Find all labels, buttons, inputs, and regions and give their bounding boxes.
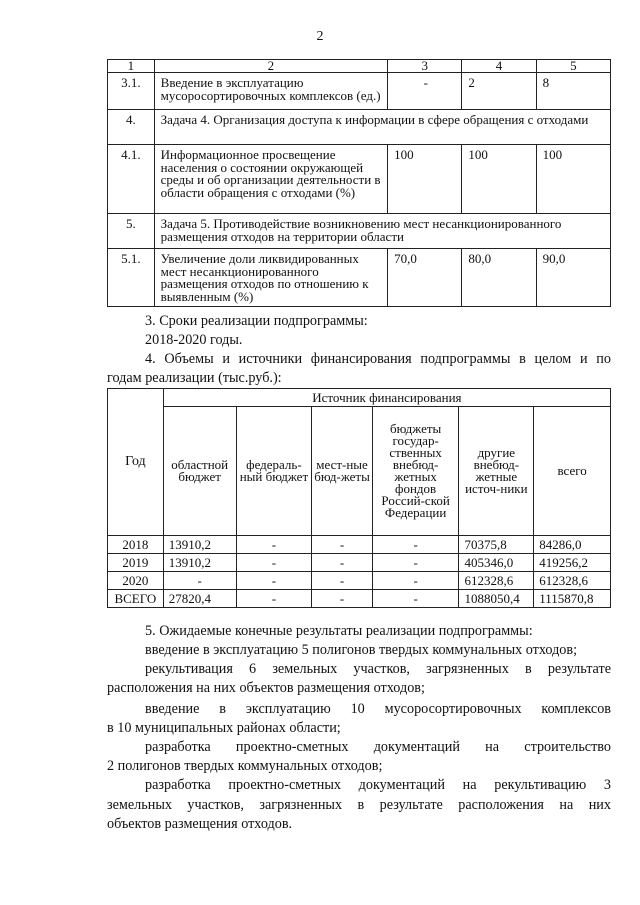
row-number: 4.1. <box>108 145 155 214</box>
row-text: Введение в эксплуатацию мусоросортировочных комплексов (ед.) <box>154 73 387 110</box>
funds-cell: - <box>372 590 459 608</box>
table-row <box>108 590 611 608</box>
row-number: 5.1. <box>108 249 155 307</box>
year-cell: 2019 <box>108 554 164 572</box>
table-subheader-row <box>108 407 611 536</box>
table-row <box>108 110 611 145</box>
table-row <box>108 214 611 249</box>
header-cell: 3 <box>388 60 462 73</box>
result-item-cont: объектов размещения отходов. <box>107 816 293 832</box>
value-cell: 80,0 <box>462 249 536 307</box>
federal-cell: - <box>236 554 312 572</box>
result-item-cont: 2 полигонов твердых коммунальных отходов; <box>107 758 383 774</box>
section-4-heading-cont: годам реализации (тыс.руб.): <box>107 370 282 386</box>
value-cell: 70,0 <box>388 249 462 307</box>
column-header: всего <box>534 407 611 536</box>
header-cell: 1 <box>108 60 155 73</box>
table-row <box>108 554 611 572</box>
regional-cell: - <box>163 572 236 590</box>
regional-cell: 27820,4 <box>163 590 236 608</box>
page-number: 2 <box>316 29 324 44</box>
value-cell: 100 <box>462 145 536 214</box>
column-header: мест-ные бюд-жеты <box>312 407 373 536</box>
other-cell: 1088050,4 <box>459 590 534 608</box>
header-cell: 2 <box>154 60 387 73</box>
table-row <box>108 572 611 590</box>
other-cell: 70375,8 <box>459 536 534 554</box>
value-cell: - <box>388 73 462 110</box>
federal-cell: - <box>236 572 312 590</box>
table-header-row <box>108 60 611 73</box>
header-cell: 5 <box>536 60 610 73</box>
result-item: введение в эксплуатацию 10 мусоросортировочных комплексов <box>145 701 611 717</box>
section-3-heading: 3. Сроки реализации подпрограммы: <box>145 313 368 329</box>
local-cell: - <box>312 536 373 554</box>
local-cell: - <box>312 590 373 608</box>
regional-cell: 13910,2 <box>163 554 236 572</box>
column-header: федераль-ный бюджет <box>236 407 312 536</box>
year-cell: 2020 <box>108 572 164 590</box>
section-4-heading: 4. Объемы и источники финансирования подпрограммы в целом и по <box>145 351 611 367</box>
total-cell: 84286,0 <box>534 536 611 554</box>
year-cell: ВСЕГО <box>108 590 164 608</box>
other-cell: 405346,0 <box>459 554 534 572</box>
column-header: областной бюджет <box>163 407 236 536</box>
funds-cell: - <box>372 572 459 590</box>
total-cell: 1115870,8 <box>534 590 611 608</box>
result-item: разработка проектно-сметных документаций на строительство <box>145 739 611 755</box>
local-cell: - <box>312 572 373 590</box>
financing-table <box>107 388 611 608</box>
table-row <box>108 536 611 554</box>
local-cell: - <box>312 554 373 572</box>
result-item-cont: земельных участков, загрязненных в результате расположения на них <box>107 797 611 813</box>
task-text: Задача 5. Противодействие возникновению мест несанкционированного размещения отходов на территории области <box>154 214 610 249</box>
result-item-cont: расположения на них объектов размещения отходов; <box>107 680 425 696</box>
column-header: другие внебюд-жетные источ-ники <box>459 407 534 536</box>
federal-cell: - <box>236 536 312 554</box>
value-cell: 8 <box>536 73 610 110</box>
federal-cell: - <box>236 590 312 608</box>
section-3-years: 2018-2020 годы. <box>145 332 243 348</box>
value-cell: 2 <box>462 73 536 110</box>
header-cell: 4 <box>462 60 536 73</box>
total-cell: 612328,6 <box>534 572 611 590</box>
row-number: 5. <box>108 214 155 249</box>
funds-cell: - <box>372 554 459 572</box>
other-cell: 612328,6 <box>459 572 534 590</box>
row-number: 4. <box>108 110 155 145</box>
funds-cell: - <box>372 536 459 554</box>
table-row <box>108 145 611 214</box>
row-number: 3.1. <box>108 73 155 110</box>
column-header: бюджеты государ-ственных внебюд-жетных фондов Россий-ской Федерации <box>372 407 459 536</box>
value-cell: 100 <box>388 145 462 214</box>
table-header-row <box>108 389 611 407</box>
value-cell: 90,0 <box>536 249 610 307</box>
result-item: рекультивация 6 земельных участков, загрязненных в результате <box>145 661 611 677</box>
source-header: Источник финансирования <box>163 389 610 407</box>
value-cell: 100 <box>536 145 610 214</box>
result-item: разработка проектно-сметных документаций на рекультивацию 3 <box>145 777 611 793</box>
row-text: Увеличение доли ликвидированных мест несанкционированного размещения отходов по отношению к выявленным (%) <box>154 249 387 307</box>
task-text: Задача 4. Организация доступа к информации в сфере обращения с отходами <box>154 110 610 145</box>
result-item: введение в эксплуатацию 5 полигонов твердых коммунальных отходов; <box>145 642 578 658</box>
year-header: Год <box>108 389 164 536</box>
table-row <box>108 73 611 110</box>
table-row <box>108 249 611 307</box>
year-cell: 2018 <box>108 536 164 554</box>
indicators-table <box>107 59 611 307</box>
row-text: Информационное просвещение населения о состоянии окружающей среды и об организации деятельности в области обращения с отходами (%) <box>154 145 387 214</box>
regional-cell: 13910,2 <box>163 536 236 554</box>
total-cell: 419256,2 <box>534 554 611 572</box>
result-item-cont: в 10 муниципальных районах области; <box>107 720 341 736</box>
section-5-heading: 5. Ожидаемые конечные результаты реализации подпрограммы: <box>145 623 533 639</box>
